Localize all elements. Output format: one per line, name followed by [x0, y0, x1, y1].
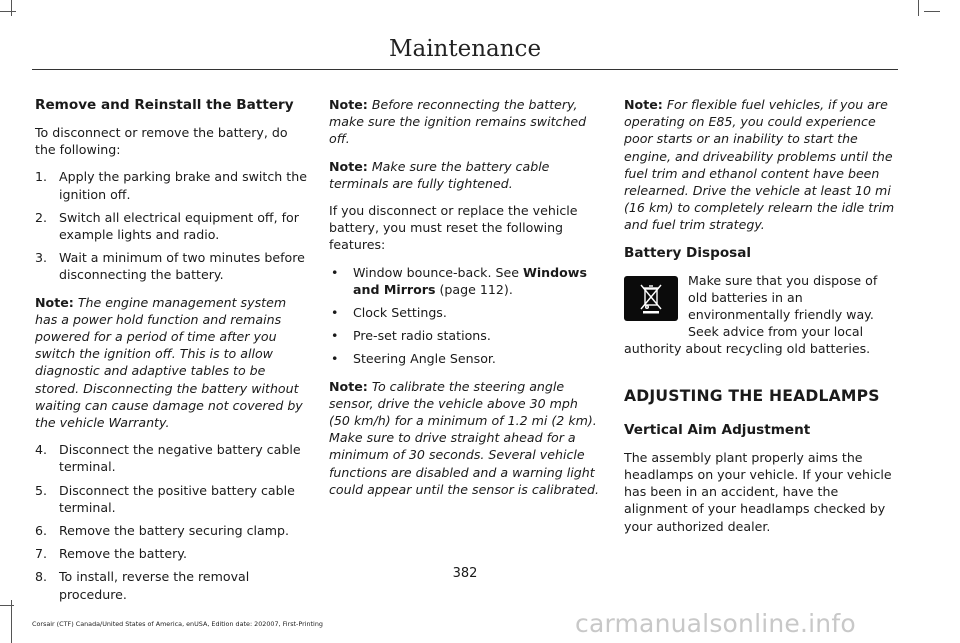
item-text: Window bounce-back. See: [353, 264, 523, 280]
note-label: Note:: [329, 378, 368, 394]
item-text-suffix: (page 112).: [435, 281, 513, 297]
column-right: [624, 96, 896, 545]
list-item: [329, 327, 601, 344]
steps-list: [35, 168, 307, 283]
subsection-heading: Vertical Aim Adjustment: [624, 421, 811, 438]
note-text: Before reconnecting the battery, make sure the ignition remains switched off.: [329, 97, 587, 147]
note-label: Note:: [329, 158, 368, 174]
section-title: ADJUSTING THE HEADLAMPS: [624, 386, 880, 405]
note-text: For flexible fuel vehicles, if you are operating on E85, you could experience poor starts or an inability to start the engine, and driveability problems until the fuel trim and ethanol content have been relearned. Drive the vehicle at least 10 mi (16 km) to completely relearn the idle trim and fuel trim strategy.: [624, 97, 895, 233]
step-number: 6.: [35, 523, 48, 539]
section-heading: Remove and Reinstall the Battery: [35, 97, 294, 113]
step-text: Switch all electrical equipment off, for example lights and radio.: [59, 209, 299, 243]
step-number: 4.: [35, 442, 48, 458]
step-item: [35, 209, 307, 243]
step-item: [35, 545, 307, 562]
disposal-text: Make sure that you dispose of old batteries in an environmentally friendly way. Seek advice from your local authority about recycling old batteries.: [624, 272, 878, 357]
step-text: Apply the parking brake and switch the ignition off.: [59, 169, 307, 202]
list-item: [329, 304, 601, 321]
crossed-out-bin-icon: [624, 276, 678, 321]
step-number: 7.: [35, 546, 48, 562]
note: [329, 96, 601, 148]
step-text: To install, reverse the removal procedure.: [59, 569, 250, 602]
bullet: •: [331, 328, 339, 344]
page-number: 382: [452, 566, 478, 581]
cross-reference-link[interactable]: Windows and Mirrors: [353, 264, 587, 297]
step-item: [35, 522, 307, 539]
item-text: Pre-set radio stations.: [353, 328, 491, 344]
note-text: The engine management system has a power hold function and remains powered for a period of time after you switch the ignition off. This is to allow diagnostic and adaptive tables to be stored. Disconnecting the battery without waiting can cause damage not covered by the vehicle Warranty.: [35, 294, 303, 431]
header-divider: [32, 69, 898, 70]
step-number: 3.: [35, 250, 48, 266]
features-list: [329, 264, 601, 368]
step-number: 1.: [35, 169, 48, 185]
column-left: [35, 96, 307, 613]
watermark: carmanualsonline.info: [575, 609, 856, 638]
note-label: Note:: [329, 97, 368, 112]
crop-mark: [11, 0, 12, 16]
crop-mark: [924, 11, 940, 12]
step-item: [35, 482, 307, 516]
disposal-block: [624, 272, 896, 358]
note: [329, 158, 601, 192]
footer-edition: Corsair (CTF) Canada/United States of America, enUSA, Edition date: 202007, First-Printing: [32, 620, 323, 628]
subsection-heading: Battery Disposal: [624, 244, 752, 261]
step-item: [35, 441, 307, 475]
step-text: Disconnect the positive battery cable terminal.: [59, 482, 295, 515]
note: [329, 378, 601, 498]
page-title: Maintenance: [388, 36, 542, 62]
item-text: Steering Angle Sensor.: [353, 351, 496, 367]
list-item: [329, 350, 601, 367]
list-item: [329, 264, 601, 298]
intro-text: To disconnect or remove the battery, do the following:: [35, 125, 288, 158]
step-text: Remove the battery securing clamp.: [59, 523, 290, 539]
note-text: Make sure the battery cable terminals are fully tightened.: [329, 158, 550, 191]
column-middle: [329, 96, 601, 508]
note: [35, 294, 307, 432]
bullet: •: [331, 305, 339, 321]
item-text: Clock Settings.: [353, 305, 447, 321]
reset-intro: If you disconnect or replace the vehicle battery, you must reset the following features:: [329, 203, 578, 253]
step-number: 2.: [35, 209, 48, 225]
step-text: Remove the battery.: [59, 546, 187, 562]
crop-mark: [0, 605, 14, 606]
note-label: Note:: [35, 294, 74, 310]
crop-mark: [0, 11, 16, 12]
aim-text: The assembly plant properly aims the headlamps on your vehicle. If your vehicle has been in an accident, have the alignment of your headlamps checked by your authorized dealer.: [624, 449, 892, 534]
note-label: Note:: [624, 97, 663, 112]
note: [624, 96, 896, 234]
step-text: Wait a minimum of two minutes before disconnecting the battery.: [59, 250, 305, 283]
step-item: [35, 249, 307, 283]
step-number: 5.: [35, 482, 48, 498]
note-text: To calibrate the steering angle sensor, drive the vehicle above 30 mph (50 km/h) for a minimum of 1.2 mi (2 km). Make sure to drive straight ahead for a minimum of 30 seconds. Several vehicle functions are disabled and a warning light could appear until the sensor is calibrated.: [329, 378, 600, 497]
crop-mark: [11, 600, 12, 643]
crop-mark: [918, 0, 919, 16]
step-text: Disconnect the negative battery cable terminal.: [59, 442, 301, 475]
bullet: •: [331, 351, 339, 367]
step-number: 8.: [35, 569, 48, 585]
bullet: •: [331, 264, 339, 280]
step-item: [35, 168, 307, 202]
